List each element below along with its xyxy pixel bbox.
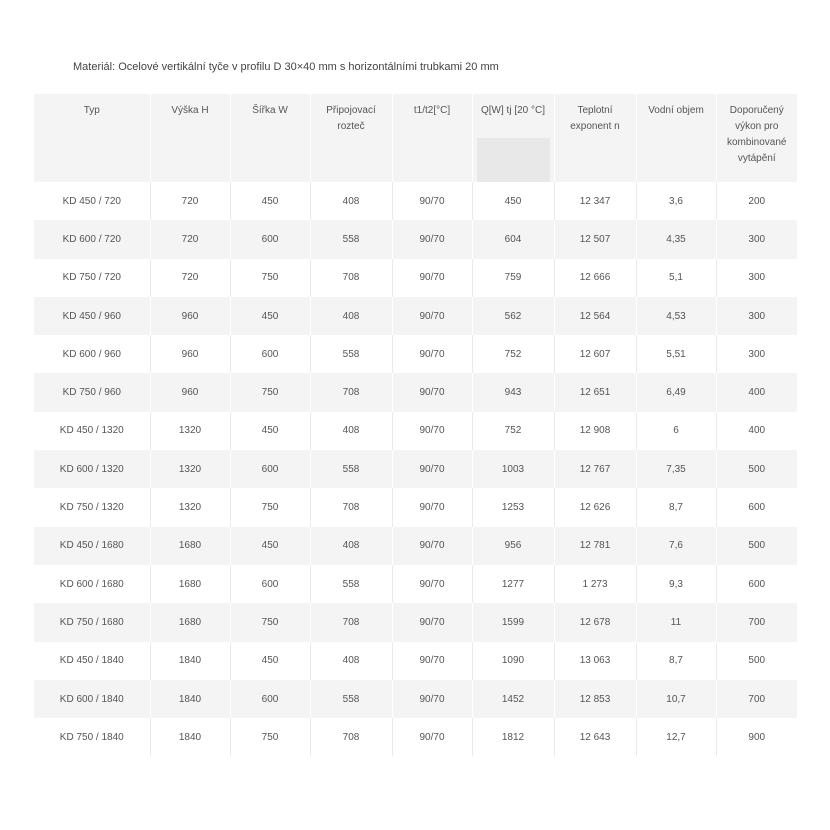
table-row: [34, 642, 797, 680]
cell-exponent: 12 564: [554, 297, 636, 335]
header-temperature: [392, 94, 472, 182]
cell-power: 759: [472, 259, 554, 297]
cell-recommended-power: 400: [716, 412, 797, 450]
cell-height: 1320: [150, 450, 230, 488]
cell-height: 960: [150, 373, 230, 411]
cell-water-volume: 8,7: [636, 642, 716, 680]
cell-type: KD 450 / 720: [34, 182, 150, 220]
cell-temperature: 90/70: [392, 335, 472, 373]
cell-height: 1320: [150, 488, 230, 526]
cell-width: 750: [230, 488, 310, 526]
cell-exponent: 12 347: [554, 182, 636, 220]
cell-temperature: 90/70: [392, 412, 472, 450]
cell-temperature: 90/70: [392, 450, 472, 488]
cell-recommended-power: 600: [716, 488, 797, 526]
cell-water-volume: 9,3: [636, 565, 716, 603]
header-water-volume: [636, 94, 716, 182]
cell-recommended-power: 700: [716, 680, 797, 718]
cell-power: 1253: [472, 488, 554, 526]
header-power-subcell: [477, 138, 550, 182]
header-width: [230, 94, 310, 182]
cell-type: KD 750 / 960: [34, 373, 150, 411]
cell-recommended-power: 200: [716, 182, 797, 220]
cell-water-volume: 6,49: [636, 373, 716, 411]
cell-water-volume: 4,35: [636, 220, 716, 258]
header-height: [150, 94, 230, 182]
cell-temperature: 90/70: [392, 642, 472, 680]
cell-water-volume: 3,6: [636, 182, 716, 220]
cell-water-volume: 4,53: [636, 297, 716, 335]
cell-temperature: 90/70: [392, 259, 472, 297]
header-label: Vodní objem: [648, 105, 704, 116]
cell-width: 450: [230, 527, 310, 565]
cell-connection-spacing: 558: [310, 565, 392, 603]
header-type: [34, 94, 150, 182]
cell-water-volume: 7,35: [636, 450, 716, 488]
cell-connection-spacing: 408: [310, 297, 392, 335]
cell-connection-spacing: 408: [310, 527, 392, 565]
header-label: Q[W] tj [20 °C]: [480, 105, 545, 116]
material-caption: Materiál: Ocelové vertikální tyče v profilu D 30×40 mm s horizontálními trubkami 20 mm: [73, 61, 499, 73]
cell-type: KD 750 / 720: [34, 259, 150, 297]
cell-height: 720: [150, 182, 230, 220]
cell-power: 752: [472, 412, 554, 450]
header-connection-spacing: [310, 94, 392, 182]
cell-height: 720: [150, 259, 230, 297]
cell-width: 600: [230, 450, 310, 488]
table-body: [34, 182, 797, 756]
cell-temperature: 90/70: [392, 527, 472, 565]
cell-temperature: 90/70: [392, 603, 472, 641]
cell-type: KD 750 / 1320: [34, 488, 150, 526]
cell-water-volume: 6: [636, 412, 716, 450]
cell-width: 600: [230, 565, 310, 603]
cell-water-volume: 12,7: [636, 718, 716, 756]
cell-height: 1840: [150, 718, 230, 756]
cell-water-volume: 10,7: [636, 680, 716, 718]
cell-recommended-power: 400: [716, 373, 797, 411]
cell-temperature: 90/70: [392, 297, 472, 335]
spec-table: [34, 94, 797, 756]
cell-recommended-power: 300: [716, 297, 797, 335]
table-row: [34, 488, 797, 526]
cell-temperature: 90/70: [392, 565, 472, 603]
cell-power: 1812: [472, 718, 554, 756]
cell-connection-spacing: 408: [310, 642, 392, 680]
table-row: [34, 335, 797, 373]
cell-temperature: 90/70: [392, 488, 472, 526]
cell-power: 1003: [472, 450, 554, 488]
cell-power: 604: [472, 220, 554, 258]
cell-type: KD 450 / 1680: [34, 527, 150, 565]
cell-width: 750: [230, 373, 310, 411]
cell-power: 1452: [472, 680, 554, 718]
cell-connection-spacing: 408: [310, 412, 392, 450]
cell-power: 450: [472, 182, 554, 220]
cell-connection-spacing: 708: [310, 718, 392, 756]
cell-height: 1680: [150, 603, 230, 641]
cell-width: 750: [230, 259, 310, 297]
cell-width: 600: [230, 220, 310, 258]
cell-width: 750: [230, 603, 310, 641]
cell-height: 960: [150, 335, 230, 373]
cell-type: KD 450 / 960: [34, 297, 150, 335]
cell-connection-spacing: 558: [310, 220, 392, 258]
cell-type: KD 450 / 1320: [34, 412, 150, 450]
cell-exponent: 12 643: [554, 718, 636, 756]
table-row: [34, 297, 797, 335]
header-label: Doporučený výkon pro kombinované vytápění: [727, 105, 787, 164]
cell-height: 1840: [150, 642, 230, 680]
cell-temperature: 90/70: [392, 373, 472, 411]
header-label: Výška H: [171, 105, 209, 116]
cell-water-volume: 5,1: [636, 259, 716, 297]
cell-power: 1090: [472, 642, 554, 680]
cell-exponent: 12 853: [554, 680, 636, 718]
cell-water-volume: 7,6: [636, 527, 716, 565]
cell-power: 562: [472, 297, 554, 335]
cell-recommended-power: 300: [716, 220, 797, 258]
cell-height: 1320: [150, 412, 230, 450]
table-row: [34, 565, 797, 603]
header-recommended-power: [716, 94, 797, 182]
table-row: [34, 527, 797, 565]
header-label: Teplotní exponent n: [570, 105, 620, 132]
cell-height: 1680: [150, 527, 230, 565]
cell-water-volume: 11: [636, 603, 716, 641]
cell-water-volume: 8,7: [636, 488, 716, 526]
cell-recommended-power: 700: [716, 603, 797, 641]
cell-exponent: 12 678: [554, 603, 636, 641]
table-row: [34, 259, 797, 297]
cell-temperature: 90/70: [392, 220, 472, 258]
cell-exponent: 12 666: [554, 259, 636, 297]
cell-type: KD 750 / 1840: [34, 718, 150, 756]
cell-recommended-power: 500: [716, 450, 797, 488]
cell-connection-spacing: 408: [310, 182, 392, 220]
cell-width: 750: [230, 718, 310, 756]
cell-connection-spacing: 708: [310, 373, 392, 411]
table-row: [34, 412, 797, 450]
cell-recommended-power: 500: [716, 527, 797, 565]
header-label: Připojovací rozteč: [326, 105, 376, 132]
header-label: t1/t2[°C]: [413, 105, 451, 116]
cell-type: KD 600 / 1680: [34, 565, 150, 603]
cell-exponent: 12 767: [554, 450, 636, 488]
cell-exponent: 12 626: [554, 488, 636, 526]
cell-type: KD 600 / 1840: [34, 680, 150, 718]
cell-power: 943: [472, 373, 554, 411]
header-exponent: [554, 94, 636, 182]
cell-width: 450: [230, 412, 310, 450]
cell-recommended-power: 600: [716, 565, 797, 603]
cell-type: KD 600 / 1320: [34, 450, 150, 488]
cell-power: 1277: [472, 565, 554, 603]
cell-type: KD 600 / 960: [34, 335, 150, 373]
cell-power: 752: [472, 335, 554, 373]
cell-connection-spacing: 708: [310, 603, 392, 641]
cell-type: KD 750 / 1680: [34, 603, 150, 641]
cell-temperature: 90/70: [392, 182, 472, 220]
cell-exponent: 12 781: [554, 527, 636, 565]
cell-width: 450: [230, 182, 310, 220]
cell-exponent: 12 651: [554, 373, 636, 411]
cell-exponent: 12 507: [554, 220, 636, 258]
cell-power: 1599: [472, 603, 554, 641]
cell-power: 956: [472, 527, 554, 565]
cell-width: 600: [230, 335, 310, 373]
cell-connection-spacing: 558: [310, 680, 392, 718]
cell-type: KD 450 / 1840: [34, 642, 150, 680]
cell-height: 960: [150, 297, 230, 335]
cell-height: 1680: [150, 565, 230, 603]
cell-height: 720: [150, 220, 230, 258]
header-label: Šířka W: [252, 105, 288, 116]
cell-exponent: 12 908: [554, 412, 636, 450]
cell-water-volume: 5,51: [636, 335, 716, 373]
table-row: [34, 220, 797, 258]
table-row: [34, 718, 797, 756]
cell-exponent: 13 063: [554, 642, 636, 680]
cell-exponent: 1 273: [554, 565, 636, 603]
cell-recommended-power: 900: [716, 718, 797, 756]
cell-connection-spacing: 708: [310, 259, 392, 297]
cell-recommended-power: 300: [716, 335, 797, 373]
table-row: [34, 373, 797, 411]
cell-width: 600: [230, 680, 310, 718]
cell-exponent: 12 607: [554, 335, 636, 373]
cell-connection-spacing: 558: [310, 335, 392, 373]
table-row: [34, 680, 797, 718]
cell-temperature: 90/70: [392, 718, 472, 756]
header-label: Typ: [83, 105, 100, 116]
cell-type: KD 600 / 720: [34, 220, 150, 258]
cell-connection-spacing: 708: [310, 488, 392, 526]
table-row: [34, 182, 797, 220]
header-power: [472, 94, 554, 182]
table-row: [34, 603, 797, 641]
cell-recommended-power: 500: [716, 642, 797, 680]
cell-height: 1840: [150, 680, 230, 718]
table-row: [34, 450, 797, 488]
cell-width: 450: [230, 297, 310, 335]
cell-width: 450: [230, 642, 310, 680]
cell-connection-spacing: 558: [310, 450, 392, 488]
cell-temperature: 90/70: [392, 680, 472, 718]
header-row: [34, 94, 797, 182]
cell-recommended-power: 300: [716, 259, 797, 297]
